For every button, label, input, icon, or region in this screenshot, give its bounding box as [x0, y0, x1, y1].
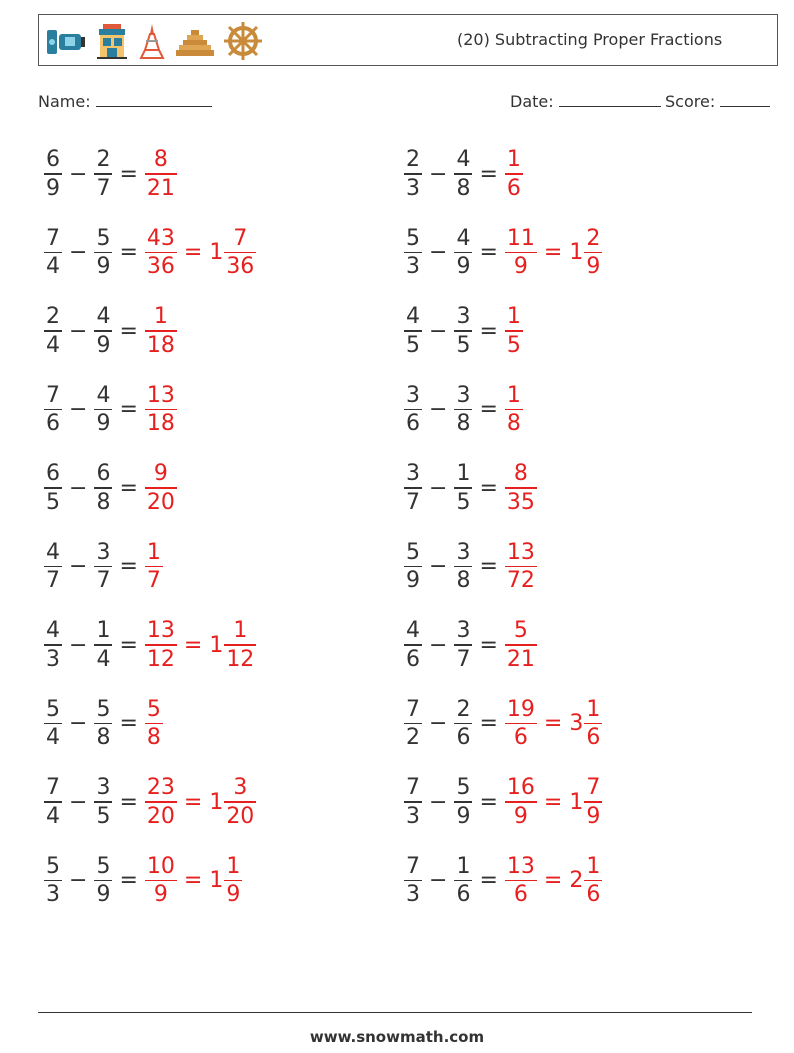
- minus-sign: −: [69, 868, 88, 893]
- second-fraction-denominator: 8: [456, 411, 471, 437]
- first-fraction: [44, 539, 62, 595]
- first-fraction-numerator: 5: [406, 539, 420, 565]
- mixed-whole-number: 1: [209, 868, 224, 893]
- first-fraction-numerator: 3: [406, 382, 420, 408]
- answer-fraction-numerator: 10: [146, 853, 175, 879]
- second-fraction-numerator: 6: [96, 461, 111, 487]
- second-fraction-numerator: 2: [96, 147, 111, 173]
- first-fraction: [44, 853, 62, 909]
- answer-fraction: [505, 539, 537, 595]
- answer-fraction: [145, 853, 177, 909]
- equals-sign: =: [119, 632, 138, 658]
- problem-item: [44, 535, 163, 599]
- answer-fraction-numerator: 5: [513, 618, 528, 644]
- first-fraction: [404, 539, 422, 595]
- minus-sign: −: [69, 632, 88, 658]
- answer-fraction-numerator: 5: [146, 696, 161, 722]
- shop-icon: [95, 22, 129, 60]
- second-fraction-denominator: 5: [456, 332, 471, 358]
- first-fraction-denominator: 7: [406, 489, 420, 515]
- second-fraction-numerator: 1: [456, 461, 471, 487]
- equals-sign: =: [119, 789, 138, 815]
- first-fraction: [404, 460, 422, 516]
- second-fraction-numerator: 3: [96, 539, 111, 565]
- equals-sign: =: [119, 161, 138, 187]
- equals-sign: =: [479, 711, 498, 736]
- mixed-fraction-numerator: 3: [233, 775, 248, 801]
- mixed-whole-number: 1: [209, 240, 224, 265]
- equals-sign: =: [479, 868, 498, 893]
- mixed-whole-number: 1: [569, 789, 584, 815]
- first-fraction-denominator: 9: [46, 175, 60, 201]
- second-fraction-numerator: 1: [456, 853, 471, 879]
- answer-equals-sign: =: [183, 632, 203, 658]
- answer-fraction-denominator: 9: [153, 882, 168, 908]
- answer-fraction-denominator: 9: [513, 803, 528, 829]
- second-fraction: [454, 774, 472, 830]
- mixed-fraction-denominator: 9: [226, 882, 241, 908]
- first-fraction-numerator: 4: [406, 304, 420, 330]
- name-label: Name:: [38, 92, 91, 111]
- second-fraction-denominator: 7: [96, 175, 111, 201]
- answer-fraction: [145, 617, 177, 673]
- minus-sign: −: [69, 161, 88, 187]
- first-fraction-denominator: 5: [46, 489, 60, 515]
- equals-sign: =: [119, 711, 138, 736]
- equals-sign: =: [479, 240, 498, 265]
- answer-fraction-numerator: 13: [146, 618, 175, 644]
- score-field: [665, 92, 770, 111]
- date-field: [510, 92, 661, 111]
- answer-fraction-numerator: 9: [153, 461, 168, 487]
- minus-sign: −: [69, 318, 88, 344]
- minus-sign: −: [69, 397, 88, 422]
- problem-item: [404, 692, 602, 756]
- first-fraction-numerator: 3: [406, 461, 420, 487]
- second-fraction: [454, 225, 472, 281]
- second-fraction-numerator: 3: [456, 539, 471, 565]
- answer-equals-sign: =: [543, 789, 563, 815]
- mixed-whole-number: 1: [209, 632, 224, 658]
- problem-item: [404, 299, 523, 363]
- equals-sign: =: [479, 161, 498, 187]
- mixed-whole-number: 2: [569, 868, 584, 893]
- second-fraction-numerator: 4: [96, 304, 111, 330]
- first-fraction-numerator: 4: [46, 618, 60, 644]
- mixed-fraction: [584, 225, 602, 281]
- first-fraction: [404, 382, 422, 438]
- problem-item: [404, 770, 602, 834]
- second-fraction: [94, 303, 112, 359]
- minus-sign: −: [429, 789, 448, 815]
- first-fraction-numerator: 7: [46, 225, 60, 251]
- problem-item: [404, 142, 523, 206]
- second-fraction: [94, 696, 112, 752]
- answer-fraction-denominator: 36: [146, 254, 175, 280]
- second-fraction: [454, 146, 472, 202]
- answer-equals-sign: =: [543, 240, 563, 265]
- first-fraction: [44, 225, 62, 281]
- worksheet-header: [38, 14, 778, 66]
- first-fraction-denominator: 3: [406, 175, 420, 201]
- mixed-whole-number: 1: [209, 789, 224, 815]
- answer-fraction: [505, 853, 537, 909]
- first-fraction: [44, 774, 62, 830]
- second-fraction-denominator: 9: [96, 411, 111, 437]
- answer-fraction-numerator: 23: [146, 775, 175, 801]
- equals-sign: =: [119, 554, 138, 579]
- answer-fraction-numerator: 11: [506, 225, 535, 251]
- minus-sign: −: [429, 161, 448, 187]
- second-fraction-numerator: 3: [96, 775, 111, 801]
- first-fraction-denominator: 2: [406, 725, 420, 751]
- answer-fraction: [505, 146, 523, 202]
- answer-fraction-denominator: 8: [506, 411, 521, 437]
- first-fraction-numerator: 5: [46, 696, 60, 722]
- first-fraction-denominator: 4: [46, 725, 60, 751]
- answer-fraction-numerator: 8: [153, 147, 168, 173]
- minus-sign: −: [429, 632, 448, 658]
- first-fraction-denominator: 3: [406, 803, 420, 829]
- first-fraction-numerator: 6: [46, 461, 60, 487]
- date-label: Date:: [510, 92, 554, 111]
- minus-sign: −: [429, 711, 448, 736]
- second-fraction: [94, 617, 112, 673]
- problem-item: [44, 849, 242, 913]
- first-fraction-numerator: 7: [46, 382, 60, 408]
- second-fraction-denominator: 9: [96, 254, 111, 280]
- first-fraction: [44, 382, 62, 438]
- mixed-fraction: [584, 853, 602, 909]
- mixed-fraction-numerator: 1: [586, 853, 601, 879]
- camera-icon: [45, 22, 87, 60]
- answer-fraction-denominator: 8: [146, 725, 161, 751]
- mixed-fraction: [224, 617, 256, 673]
- answer-fraction-numerator: 13: [146, 382, 175, 408]
- mixed-fraction: [224, 225, 256, 281]
- first-fraction: [404, 303, 422, 359]
- first-fraction-denominator: 4: [46, 254, 60, 280]
- answer-fraction-numerator: 16: [506, 775, 535, 801]
- answer-fraction: [145, 539, 163, 595]
- answer-fraction: [145, 303, 177, 359]
- equals-sign: =: [119, 318, 138, 344]
- minus-sign: −: [69, 475, 88, 501]
- first-fraction-numerator: 5: [46, 853, 60, 879]
- problem-item: [44, 142, 177, 206]
- minus-sign: −: [429, 318, 448, 344]
- equals-sign: =: [119, 397, 138, 422]
- problem-item: [404, 378, 523, 442]
- problem-item: [44, 770, 256, 834]
- answer-fraction-numerator: 13: [506, 853, 535, 879]
- pyramid-icon: [175, 22, 215, 60]
- answer-fraction-denominator: 5: [506, 332, 521, 358]
- first-fraction: [44, 696, 62, 752]
- second-fraction: [94, 146, 112, 202]
- minus-sign: −: [69, 554, 88, 579]
- mixed-fraction: [584, 696, 602, 752]
- second-fraction: [94, 225, 112, 281]
- second-fraction-numerator: 4: [456, 225, 471, 251]
- worksheet-title: (20) Subtracting Proper Fractions: [457, 30, 723, 49]
- first-fraction: [44, 303, 62, 359]
- answer-fraction-numerator: 19: [506, 696, 535, 722]
- mixed-whole-number: 1: [569, 240, 584, 265]
- score-blank[interactable]: [720, 92, 770, 107]
- answer-fraction-denominator: 20: [146, 489, 175, 515]
- ship-wheel-icon: [223, 21, 263, 61]
- mixed-fraction: [224, 774, 256, 830]
- answer-fraction: [505, 382, 523, 438]
- mixed-fraction-denominator: 9: [586, 254, 601, 280]
- second-fraction-numerator: 4: [456, 147, 471, 173]
- answer-fraction-numerator: 13: [506, 539, 535, 565]
- second-fraction-denominator: 9: [96, 882, 111, 908]
- second-fraction: [454, 696, 472, 752]
- mixed-fraction-numerator: 7: [233, 225, 248, 251]
- footer-divider: [38, 1012, 752, 1013]
- second-fraction: [94, 853, 112, 909]
- second-fraction-denominator: 7: [456, 646, 471, 672]
- answer-fraction-denominator: 21: [146, 175, 175, 201]
- second-fraction-numerator: 1: [96, 618, 111, 644]
- name-field: [38, 92, 212, 111]
- second-fraction-denominator: 9: [96, 332, 111, 358]
- answer-fraction-denominator: 18: [146, 411, 175, 437]
- answer-equals-sign: =: [543, 711, 563, 736]
- answer-equals-sign: =: [543, 868, 563, 893]
- problem-item: [44, 692, 163, 756]
- first-fraction: [44, 146, 62, 202]
- first-fraction-denominator: 7: [46, 568, 60, 594]
- first-fraction-denominator: 3: [406, 254, 420, 280]
- equals-sign: =: [479, 632, 498, 658]
- mixed-fraction-numerator: 1: [586, 696, 601, 722]
- answer-equals-sign: =: [183, 868, 203, 893]
- answer-fraction: [145, 774, 177, 830]
- equals-sign: =: [479, 554, 498, 579]
- answer-fraction-denominator: 72: [506, 568, 535, 594]
- second-fraction-denominator: 8: [96, 725, 111, 751]
- first-fraction-denominator: 6: [406, 646, 420, 672]
- answer-fraction-denominator: 6: [513, 725, 528, 751]
- minus-sign: −: [429, 240, 448, 265]
- score-label: Score:: [665, 92, 716, 111]
- second-fraction-denominator: 9: [456, 803, 471, 829]
- equals-sign: =: [479, 318, 498, 344]
- first-fraction: [404, 146, 422, 202]
- answer-fraction-numerator: 1: [506, 147, 521, 173]
- footer-url: www.snowmath.com: [309, 1028, 485, 1046]
- answer-fraction: [505, 303, 523, 359]
- answer-fraction-denominator: 12: [146, 646, 175, 672]
- first-fraction-denominator: 4: [46, 803, 60, 829]
- first-fraction-denominator: 4: [46, 332, 60, 358]
- second-fraction-numerator: 5: [96, 853, 111, 879]
- answer-fraction: [145, 460, 177, 516]
- second-fraction-denominator: 4: [96, 646, 111, 672]
- second-fraction: [94, 382, 112, 438]
- first-fraction-denominator: 3: [46, 882, 60, 908]
- problem-item: [44, 456, 177, 520]
- answer-fraction: [505, 225, 537, 281]
- second-fraction-numerator: 3: [456, 382, 471, 408]
- answer-fraction: [505, 696, 537, 752]
- answer-fraction-numerator: 1: [506, 382, 521, 408]
- answer-fraction-numerator: 1: [506, 304, 521, 330]
- problem-item: [44, 613, 256, 677]
- second-fraction-denominator: 9: [456, 254, 471, 280]
- minus-sign: −: [429, 868, 448, 893]
- first-fraction: [404, 853, 422, 909]
- equals-sign: =: [479, 397, 498, 422]
- first-fraction-denominator: 6: [406, 411, 420, 437]
- first-fraction-denominator: 9: [406, 568, 420, 594]
- first-fraction-numerator: 7: [406, 853, 420, 879]
- answer-fraction: [145, 225, 177, 281]
- second-fraction-denominator: 8: [96, 489, 111, 515]
- second-fraction-denominator: 6: [456, 725, 471, 751]
- first-fraction-numerator: 5: [406, 225, 420, 251]
- answer-fraction-numerator: 8: [513, 461, 528, 487]
- mixed-fraction-numerator: 1: [233, 618, 248, 644]
- second-fraction-denominator: 7: [96, 568, 111, 594]
- answer-fraction-numerator: 1: [153, 304, 168, 330]
- first-fraction-numerator: 2: [46, 304, 60, 330]
- first-fraction: [404, 774, 422, 830]
- second-fraction: [94, 460, 112, 516]
- problem-item: [44, 299, 177, 363]
- equals-sign: =: [119, 868, 138, 893]
- answer-equals-sign: =: [183, 240, 203, 265]
- first-fraction-denominator: 3: [46, 646, 60, 672]
- problem-item: [404, 456, 537, 520]
- answer-fraction: [145, 382, 177, 438]
- second-fraction-denominator: 5: [456, 489, 471, 515]
- first-fraction-numerator: 7: [46, 775, 60, 801]
- answer-fraction: [505, 460, 537, 516]
- answer-fraction: [505, 774, 537, 830]
- answer-fraction-denominator: 6: [513, 882, 528, 908]
- name-blank[interactable]: [96, 92, 212, 107]
- minus-sign: −: [69, 240, 88, 265]
- first-fraction: [404, 696, 422, 752]
- problem-item: [404, 613, 537, 677]
- answer-fraction-denominator: 9: [513, 254, 528, 280]
- second-fraction: [454, 382, 472, 438]
- minus-sign: −: [429, 397, 448, 422]
- mixed-fraction: [584, 774, 602, 830]
- minus-sign: −: [69, 789, 88, 815]
- answer-fraction-denominator: 35: [506, 489, 535, 515]
- second-fraction: [454, 303, 472, 359]
- answer-fraction-numerator: 1: [146, 539, 161, 565]
- answer-equals-sign: =: [183, 789, 203, 815]
- mixed-fraction-denominator: 12: [226, 646, 255, 672]
- second-fraction: [454, 460, 472, 516]
- first-fraction: [44, 460, 62, 516]
- second-fraction-numerator: 3: [456, 304, 471, 330]
- first-fraction-denominator: 5: [406, 332, 420, 358]
- second-fraction-numerator: 5: [96, 696, 111, 722]
- second-fraction: [454, 617, 472, 673]
- minus-sign: −: [429, 475, 448, 501]
- second-fraction: [94, 539, 112, 595]
- answer-fraction: [145, 146, 177, 202]
- date-blank[interactable]: [559, 92, 661, 107]
- mixed-fraction-denominator: 6: [586, 725, 601, 751]
- second-fraction-numerator: 5: [456, 775, 471, 801]
- problem-item: [44, 221, 256, 285]
- mixed-fraction-numerator: 7: [586, 775, 601, 801]
- first-fraction-numerator: 4: [406, 618, 420, 644]
- mixed-whole-number: 3: [569, 711, 584, 736]
- first-fraction: [44, 617, 62, 673]
- first-fraction-numerator: 7: [406, 696, 420, 722]
- second-fraction: [94, 774, 112, 830]
- mixed-fraction-denominator: 36: [226, 254, 255, 280]
- problem-item: [404, 849, 602, 913]
- problem-item: [44, 378, 177, 442]
- first-fraction: [404, 617, 422, 673]
- first-fraction-denominator: 3: [406, 882, 420, 908]
- answer-fraction-numerator: 43: [146, 225, 175, 251]
- answer-fraction: [505, 617, 537, 673]
- first-fraction-numerator: 4: [46, 539, 60, 565]
- mixed-fraction-denominator: 9: [586, 803, 601, 829]
- second-fraction-denominator: 5: [96, 803, 111, 829]
- second-fraction-numerator: 3: [456, 618, 471, 644]
- tower-icon: [137, 22, 167, 60]
- second-fraction: [454, 539, 472, 595]
- equals-sign: =: [119, 240, 138, 265]
- mixed-fraction-numerator: 2: [586, 225, 601, 251]
- mixed-fraction-denominator: 6: [586, 882, 601, 908]
- second-fraction-numerator: 4: [96, 382, 111, 408]
- answer-fraction-denominator: 21: [506, 646, 535, 672]
- minus-sign: −: [429, 554, 448, 579]
- first-fraction-numerator: 6: [46, 147, 60, 173]
- mixed-fraction-numerator: 1: [226, 853, 241, 879]
- first-fraction: [404, 225, 422, 281]
- second-fraction-numerator: 5: [96, 225, 111, 251]
- problem-item: [404, 535, 537, 599]
- first-fraction-numerator: 7: [406, 775, 420, 801]
- first-fraction-numerator: 2: [406, 147, 420, 173]
- second-fraction-numerator: 2: [456, 696, 471, 722]
- second-fraction-denominator: 8: [456, 568, 471, 594]
- second-fraction-denominator: 8: [456, 175, 471, 201]
- answer-fraction-denominator: 20: [146, 803, 175, 829]
- equals-sign: =: [119, 475, 138, 501]
- mixed-fraction-denominator: 20: [226, 803, 255, 829]
- mixed-fraction: [224, 853, 242, 909]
- answer-fraction-denominator: 6: [506, 175, 521, 201]
- equals-sign: =: [479, 789, 498, 815]
- answer-fraction: [145, 696, 163, 752]
- answer-fraction-denominator: 7: [146, 568, 161, 594]
- second-fraction-denominator: 6: [456, 882, 471, 908]
- minus-sign: −: [69, 711, 88, 736]
- problem-item: [404, 221, 602, 285]
- equals-sign: =: [479, 475, 498, 501]
- first-fraction-denominator: 6: [46, 411, 60, 437]
- second-fraction: [454, 853, 472, 909]
- header-icons: [45, 21, 263, 61]
- answer-fraction-denominator: 18: [146, 332, 175, 358]
